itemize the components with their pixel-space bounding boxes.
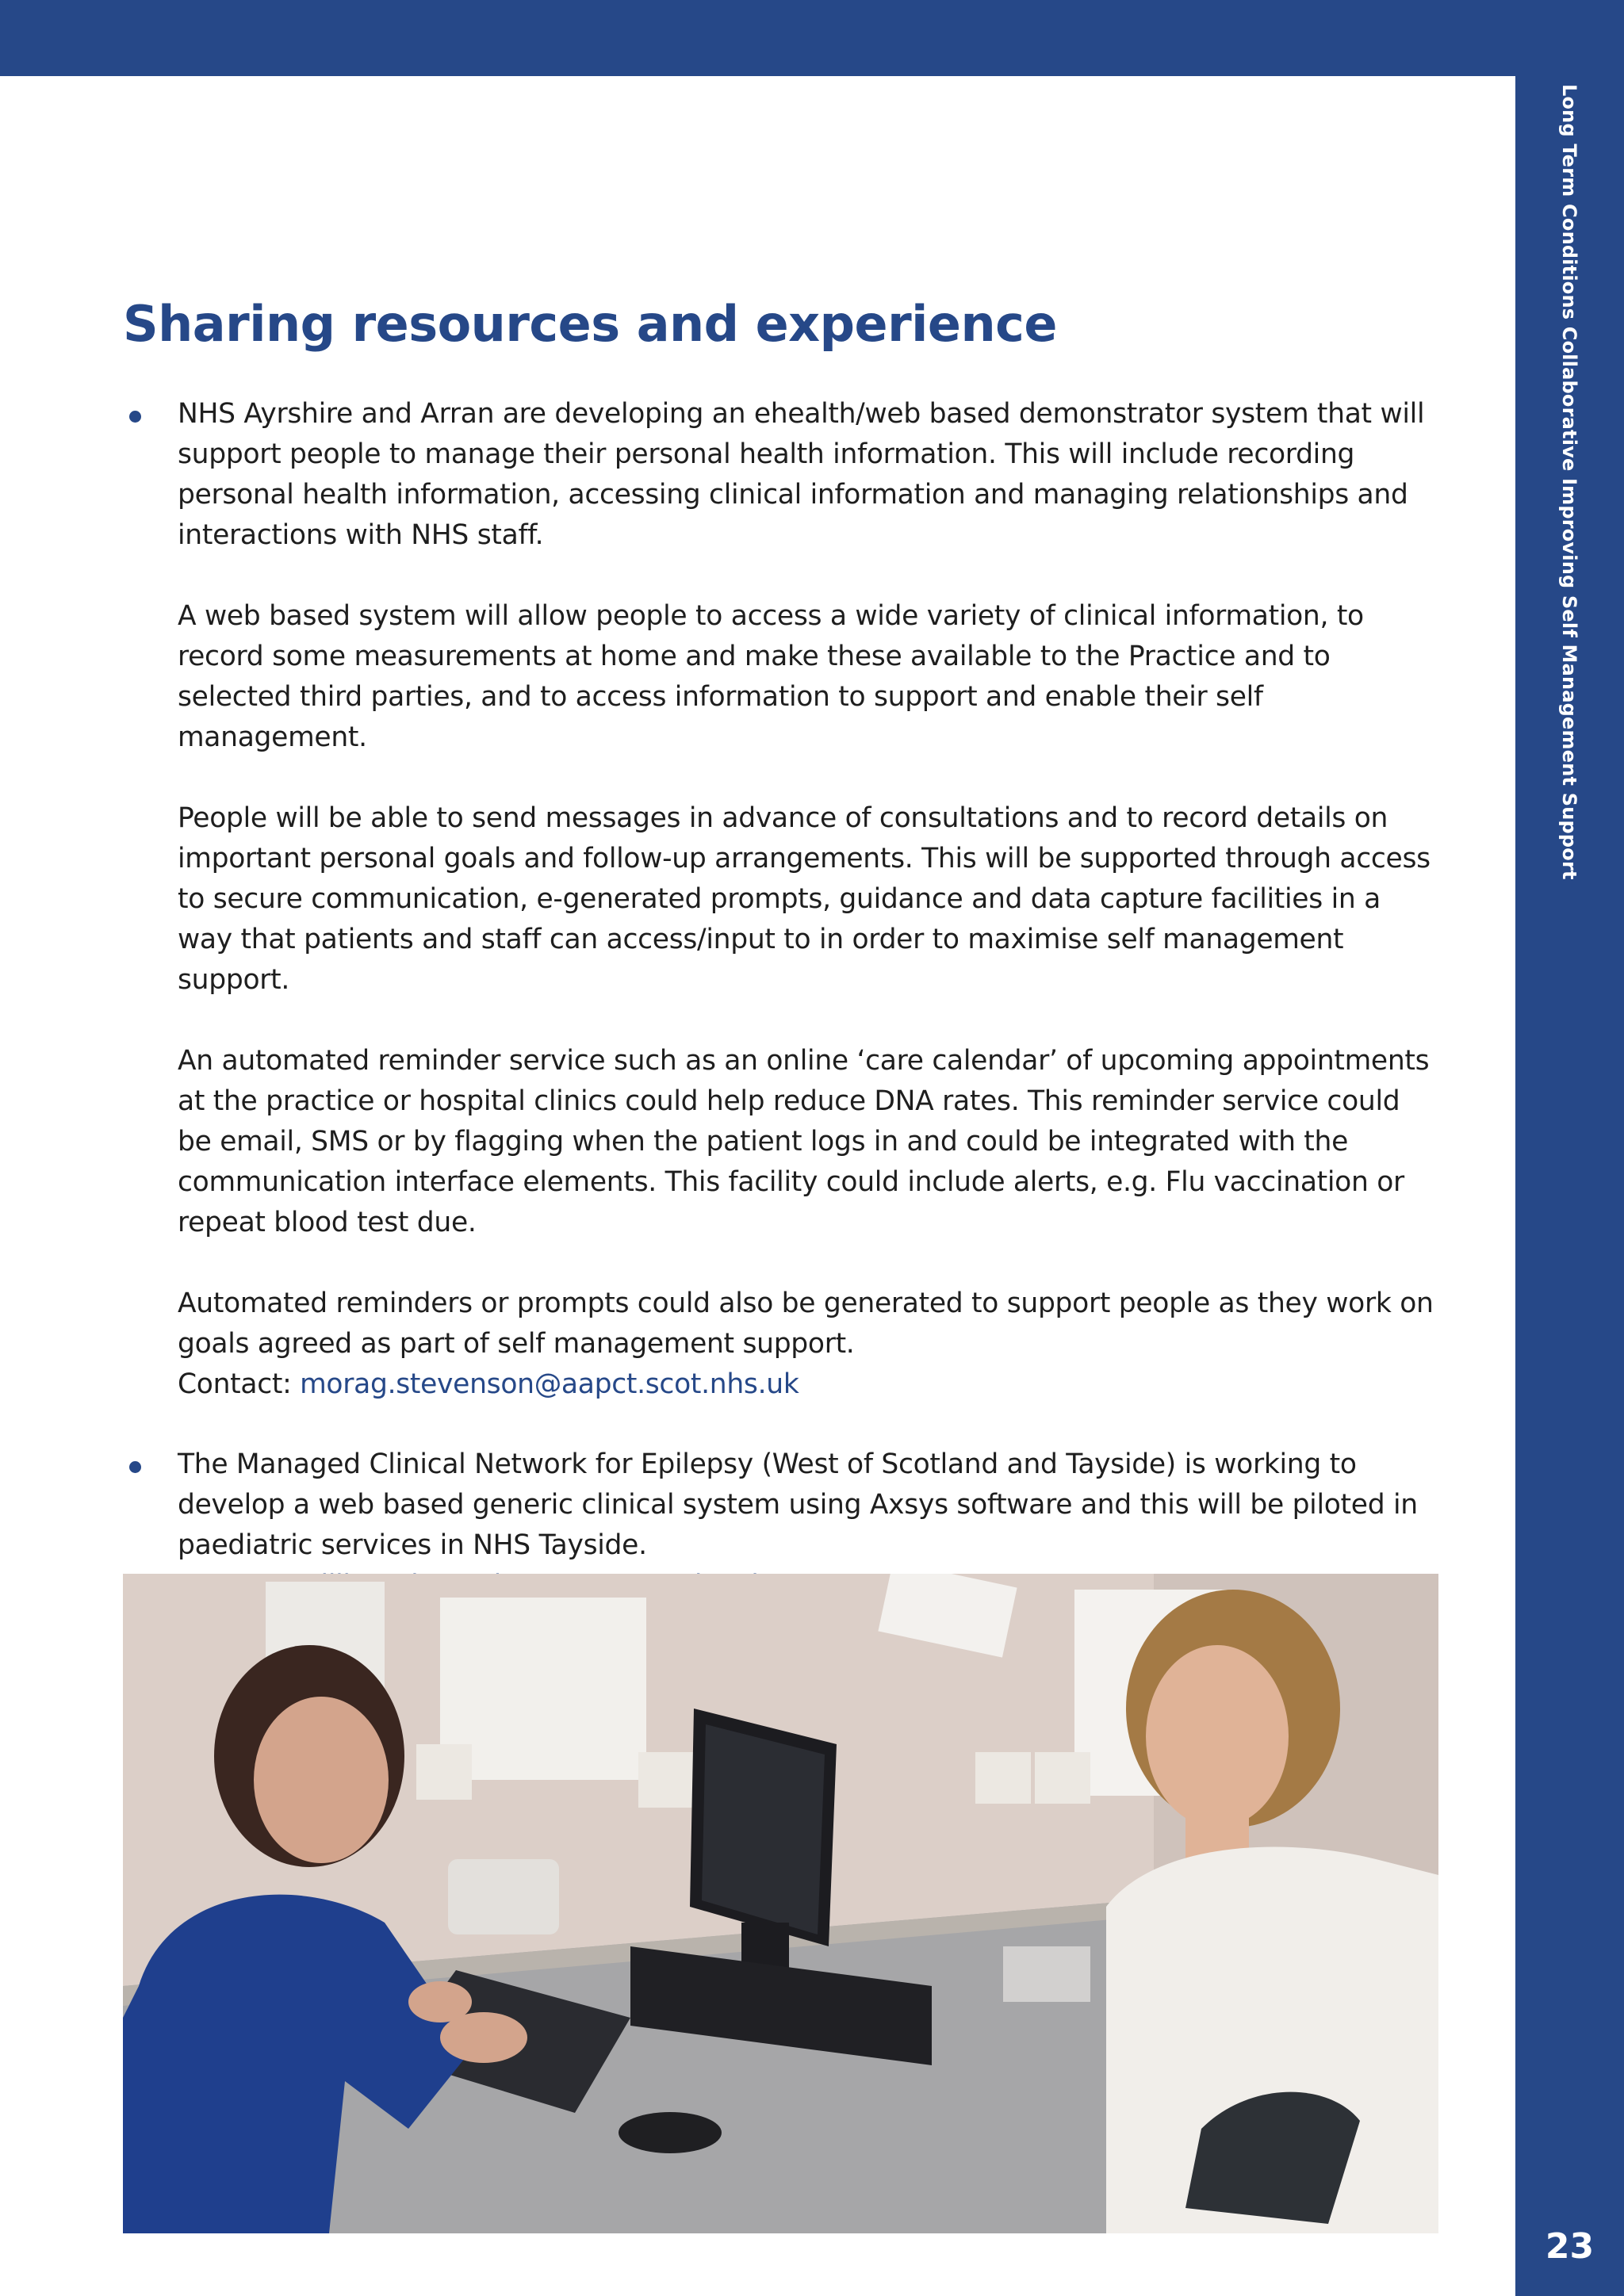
bullet-list xyxy=(123,394,1439,1606)
contact-label: Contact: xyxy=(178,1368,301,1400)
photo-illustration xyxy=(123,1574,1438,2233)
bullet-dot-icon xyxy=(129,1461,141,1473)
side-running-title: Long Term Conditions Collaborative Improving Self Management Support xyxy=(1558,84,1580,880)
contact-line xyxy=(178,1364,1439,1405)
contact-email-link[interactable]: morag.stevenson@aapct.scot.nhs.uk xyxy=(300,1368,799,1400)
bullet-dot-icon xyxy=(129,411,141,423)
paragraph: People will be able to send messages in advance of consultations and to record details on important personal goals and follow-up arrangements. This will be supported through access to secure communication, e-generated prompts, guidance and data capture facilities in a way that patients and staff can access/input to in order to maximise self management support. xyxy=(178,802,1431,996)
page-number: 23 xyxy=(1545,2226,1595,2267)
bullet-item xyxy=(123,394,1439,1405)
paragraph: The Managed Clinical Network for Epilepsy (West of Scotland and Tayside) is working to develop a web based generic clinical system using Axsys software and this will be piloted in paediatric services in NHS Tayside. xyxy=(178,1448,1418,1561)
top-header-band xyxy=(0,0,1624,76)
paragraph: Automated reminders or prompts could also be generated to support people as they work on goals agreed as part of self management support. xyxy=(178,1288,1434,1360)
page-heading: Sharing resources and experience xyxy=(123,295,1057,353)
consultation-photo xyxy=(123,1574,1438,2233)
paragraph: A web based system will allow people to access a wide variety of clinical information, to record some measurements at home and make these available to the Practice and to selected third parties, and to access information to support and enable their self management. xyxy=(178,600,1364,753)
paragraph: An automated reminder service such as an online ‘care calendar’ of upcoming appointments at the practice or hospital clinics could help reduce DNA rates. This reminder service could be email, SMS or by flagging when the patient logs in and could be integrated with the communication interface elements. This facility could include alerts, e.g. Flu vaccination or repeat blood test due. xyxy=(178,1045,1430,1238)
paragraph: NHS Ayrshire and Arran are developing an ehealth/web based demonstrator system that will support people to manage their personal health information. This will include recording personal health information, accessing clinical information and managing relationships and interactions with NHS staff. xyxy=(178,398,1425,551)
